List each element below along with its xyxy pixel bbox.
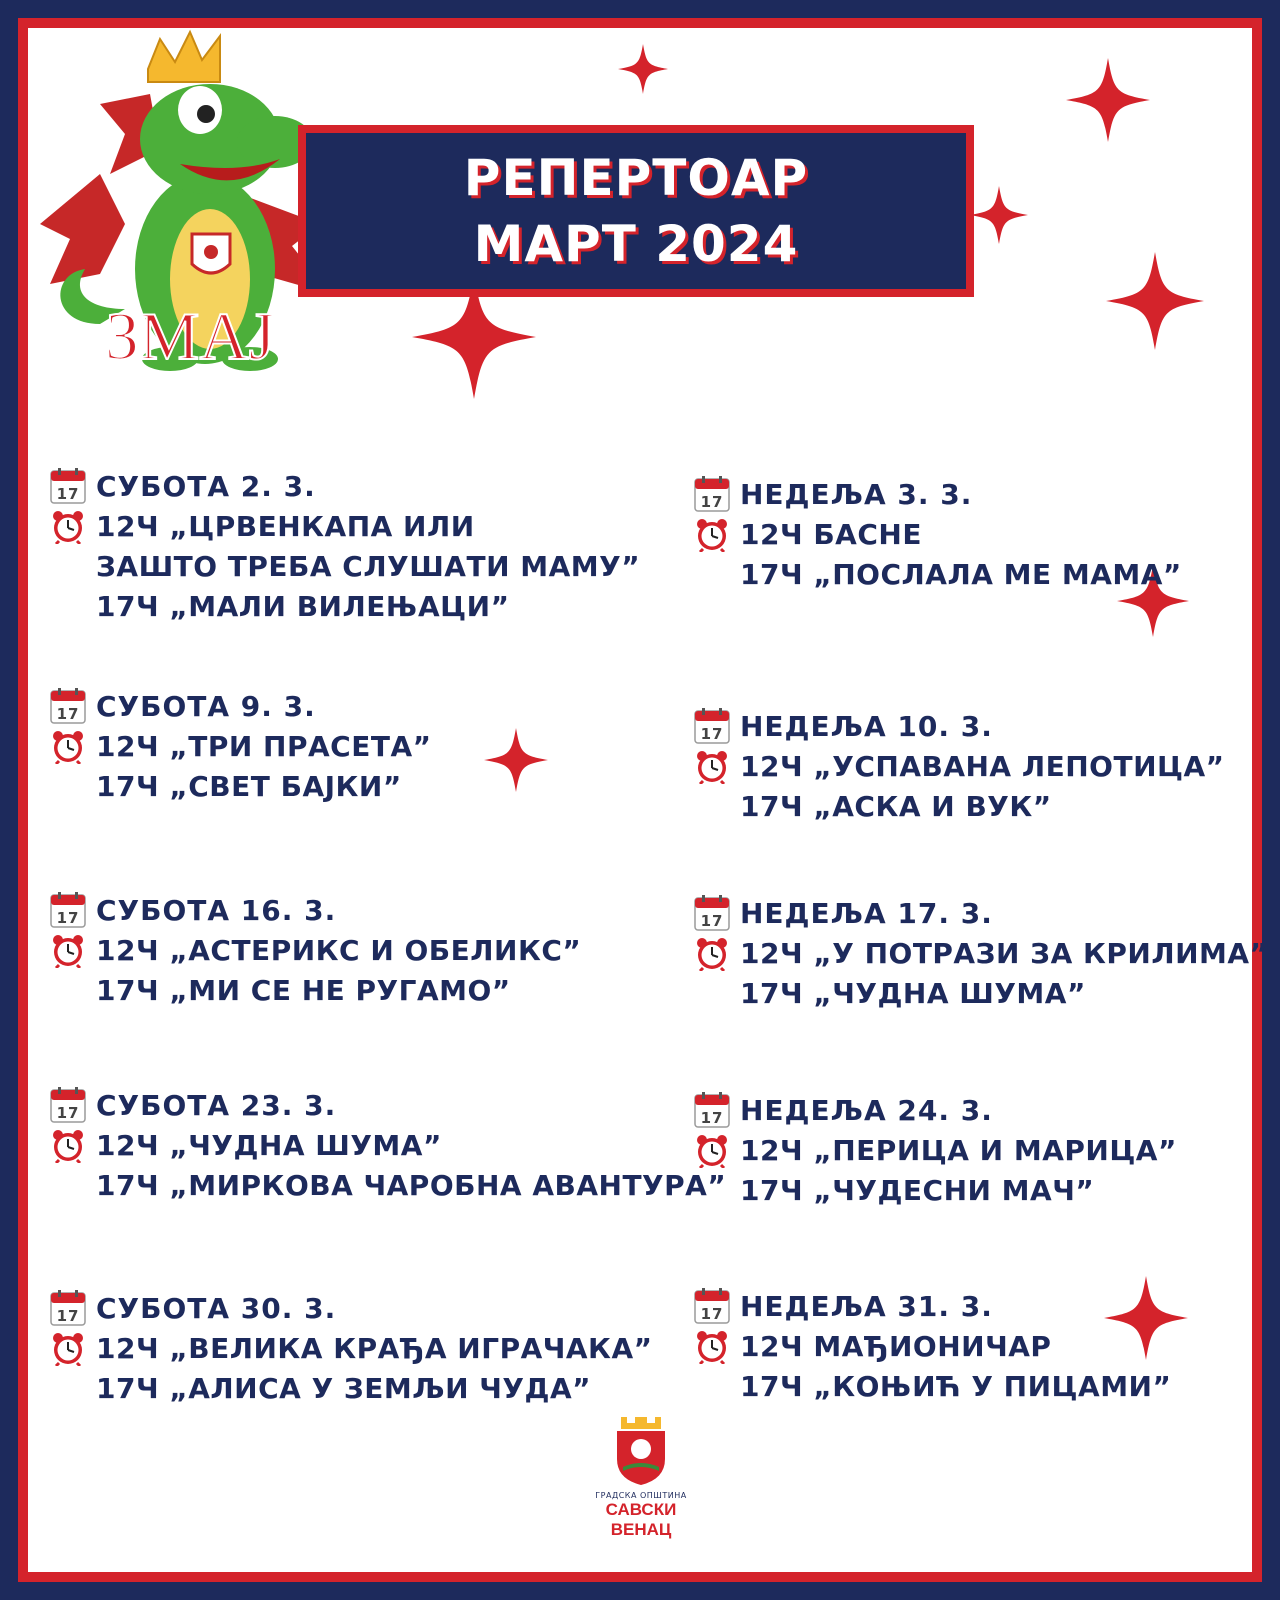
day-date: СУБОТА 30. 3. <box>96 1291 337 1325</box>
show-line: ЗАШТО ТРЕБА СЛУШАТИ МАМУ” <box>96 549 641 583</box>
schedule-day-saturday-9 <box>50 686 432 806</box>
calendar-icon <box>50 688 86 724</box>
show-line: 12Ч БАСНЕ <box>740 517 922 551</box>
show-line: 17Ч „МИ СЕ НЕ РУГАМО” <box>96 973 511 1007</box>
municipality-logo <box>574 1415 708 1539</box>
alarm-clock-icon <box>694 748 730 784</box>
sparkle-icon <box>1066 58 1150 142</box>
coat-of-arms-icon <box>613 1415 669 1487</box>
title-banner <box>298 125 974 297</box>
show-line: 17Ч „МАЛИ ВИЛЕЊАЦИ” <box>96 589 510 623</box>
schedule-day-saturday-2 <box>50 466 640 626</box>
calendar-icon <box>50 892 86 928</box>
show-line: 12Ч „ТРИ ПРАСЕТА” <box>96 729 432 763</box>
alarm-clock-icon <box>50 1127 86 1163</box>
show-line: 12Ч „ПЕРИЦА И МАРИЦА” <box>740 1133 1177 1167</box>
alarm-clock-icon <box>50 728 86 764</box>
show-line: 12Ч „ВЕЛИКА КРАЂА ИГРАЧАКА” <box>96 1331 653 1365</box>
schedule-day-saturday-16 <box>50 890 581 1010</box>
calendar-icon <box>694 476 730 512</box>
schedule-day-sunday-31 <box>694 1286 1171 1406</box>
show-line: 17Ч „МИРКОВА ЧАРОБНА АВАНТУРА” <box>96 1168 727 1202</box>
schedule-day-sunday-3 <box>694 474 1182 594</box>
day-date: СУБОТА 23. 3. <box>96 1088 337 1122</box>
calendar-icon <box>50 1087 86 1123</box>
sparkle-icon <box>484 728 548 792</box>
show-line: 17Ч „КОЊИЋ У ПИЦАМИ” <box>740 1369 1172 1403</box>
alarm-clock-icon <box>694 516 730 552</box>
day-date: НЕДЕЉА 24. 3. <box>740 1093 993 1127</box>
alarm-clock-icon <box>50 1330 86 1366</box>
title-line-2: МАРТ 2024 <box>473 215 799 273</box>
calendar-icon <box>694 708 730 744</box>
calendar-icon <box>694 895 730 931</box>
dragon-logo-text: ЗМАЈ <box>104 298 276 374</box>
calendar-icon <box>694 1092 730 1128</box>
alarm-clock-icon <box>694 1328 730 1364</box>
show-line: 17Ч „ПОСЛАЛА МЕ МАМА” <box>740 557 1182 591</box>
alarm-clock-icon <box>50 508 86 544</box>
show-line: 17Ч „ЧУДЕСНИ МАЧ” <box>740 1173 1095 1207</box>
schedule-day-sunday-17 <box>694 893 1268 1013</box>
schedule-day-sunday-24 <box>694 1090 1177 1210</box>
day-date: СУБОТА 2. 3. <box>96 469 316 503</box>
show-line: 12Ч „У ПОТРАЗИ ЗА КРИЛИМА” <box>740 936 1269 970</box>
calendar-icon <box>50 1290 86 1326</box>
schedule-day-sunday-10 <box>694 706 1225 826</box>
show-line: 17Ч „СВЕТ БАЈКИ” <box>96 769 402 803</box>
title-line-1: РЕПЕРТОАР <box>463 149 809 207</box>
day-date: НЕДЕЉА 3. 3. <box>740 477 973 511</box>
calendar-icon <box>50 468 86 504</box>
show-line: 12Ч МАЂИОНИЧАР <box>740 1329 1052 1363</box>
day-date: НЕДЕЉА 31. 3. <box>740 1289 993 1323</box>
schedule-day-saturday-30 <box>50 1288 653 1408</box>
show-line: 12Ч „АСТЕРИКС И ОБЕЛИКС” <box>96 933 582 967</box>
sparkle-icon <box>970 186 1028 244</box>
alarm-clock-icon <box>694 1132 730 1168</box>
logo-small-text: ГРАДСКА ОПШТИНА <box>595 1491 687 1500</box>
show-line: 12Ч „ЧУДНА ШУМА” <box>96 1128 442 1162</box>
show-line: 12Ч „УСПАВАНА ЛЕПОТИЦА” <box>740 749 1225 783</box>
sparkle-icon <box>618 44 668 94</box>
sparkle-icon <box>1106 252 1204 350</box>
day-date: СУБОТА 16. 3. <box>96 893 337 927</box>
show-line: 12Ч „ЦРВЕНКАПА ИЛИ <box>96 509 475 543</box>
schedule-day-saturday-23 <box>50 1085 726 1205</box>
day-date: НЕДЕЉА 17. 3. <box>740 896 993 930</box>
show-line: 17Ч „АСКА И ВУК” <box>740 789 1052 823</box>
day-date: НЕДЕЉА 10. 3. <box>740 709 993 743</box>
alarm-clock-icon <box>694 935 730 971</box>
show-line: 17Ч „ЧУДНА ШУМА” <box>740 976 1086 1010</box>
show-line: 17Ч „АЛИСА У ЗЕМЉИ ЧУДА” <box>96 1371 592 1405</box>
calendar-icon <box>694 1288 730 1324</box>
day-date: СУБОТА 9. 3. <box>96 689 316 723</box>
alarm-clock-icon <box>50 932 86 968</box>
logo-big-text: САВСКИ ВЕНАЦ <box>605 1500 677 1539</box>
